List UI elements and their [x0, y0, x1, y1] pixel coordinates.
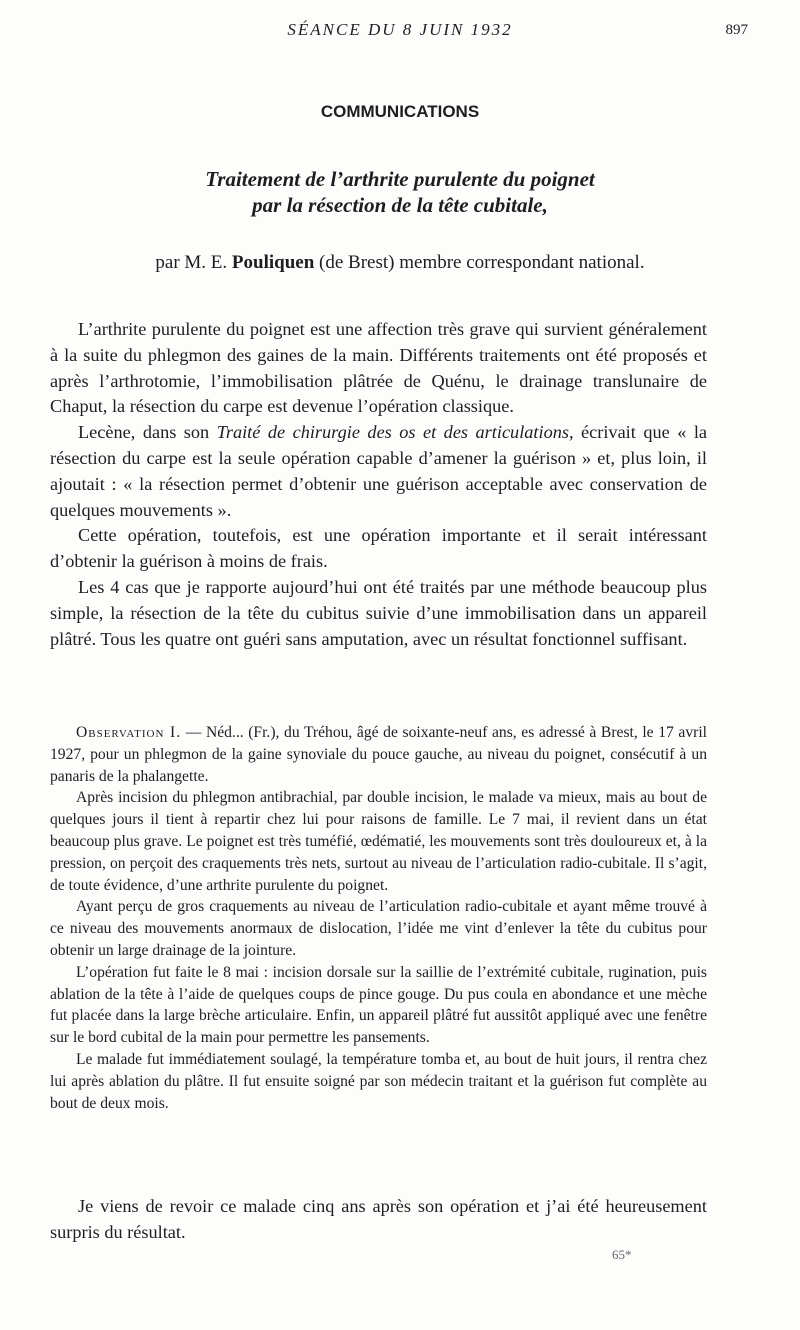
- running-head-title: SÉANCE DU 8 JUIN 1932: [287, 20, 513, 39]
- page-number: 897: [725, 22, 748, 38]
- body-text: [50, 317, 707, 652]
- signature-mark: 65*: [612, 1247, 632, 1262]
- article-title-line-2: par la résection de la tête cubitale,: [252, 193, 548, 217]
- lecene-after: , écrivait que « la résection du carpe est la seule opération capable d’amener la guérison » et, plus loin, il ajoutait : « la résection permet d’obtenir une guérison acceptable avec conservation de quelques mouvements ».: [50, 422, 708, 520]
- observation-paragraph: Après incision du phlegmon antibrachial, par double incision, le malade va mieux, mais au bout de quelques jours il tient à repartir chez lui pour raisons de famille. Le 7 mai, il revient dans un état beaucoup plus grave. Le poignet est très tuméfié, œdématié, les mouvements sont très douloureux et, à la pression, on perçoit des craquements très nets, surtout au niveau de l’articulation radio-cubitale. Il s’agit, de toute évidence, d’une arthrite purulente du poignet.: [50, 789, 707, 894]
- observation-first-paragraph: [50, 722, 707, 787]
- byline-prefix: par M. E.: [155, 252, 228, 273]
- observation-paragraph: L’opération fut faite le 8 mai : incision dorsale sur la saillie de l’extrémité cubitale, rugination, puis ablation de la tête à l’aide de quelques coups de pince gouge. Du pus coula en abondance et une mèche fut placée dans la large brèche articulaire. Enfin, un appareil plâtré fut aussitôt appliqué avec une fenêtre sur le bord cubital de la main pour permettre les pansements.: [50, 963, 707, 1047]
- author-name: Pouliquen: [231, 252, 315, 273]
- closing-text: [50, 1193, 707, 1245]
- lecene-before: Lecène, dans son: [78, 422, 217, 443]
- closing-paragraph: Je viens de revoir ce malade cinq ans après son opération et j’ai été heureusement surpris du résultat.: [50, 1196, 707, 1242]
- paragraph-lecene: [50, 420, 707, 523]
- paragraph-3: Les 4 cas que je rapporte aujourd’hui ont été traités par une méthode beaucoup plus simple, la résection de la tête du cubitus suivie d’une immobilisation dans un appareil plâtré. Tous les quatre ont guéri sans amputation, avec un résultat fonctionnel suffisant.: [50, 576, 707, 649]
- observation-paragraph: Ayant perçu de gros craquements au niveau de l’articulation radio-cubitale et ayant même trouvé à ce niveau des mouvements anormaux de dislocation, l’idée me vint d’enlever la tête du cubitus pour obtenir un large drainage de la jointure.: [50, 898, 707, 959]
- observation-paragraph: Le malade fut immédiatement soulagé, la température tomba et, au bout de huit jours, il rentra chez lui après ablation du plâtre. Il fut ensuite soigné par son médecin traitant et la guérison fut complète au bout de deux mois.: [50, 1050, 707, 1112]
- book-title: Traité de chirurgie des os et des articulations: [216, 422, 569, 443]
- paragraph-1: L’arthrite purulente du poignet est une affection très grave qui survient généralement à la suite du phlegmon des gaines de la main. Différents traitements ont été proposés et après l’arthrotomie, l’immobilisation plâtrée de Quénu, le drainage translunaire de Chaput, la résection du carpe est devenue l’opération classique.: [50, 319, 707, 417]
- byline-affiliation: (de Brest) membre correspondant national.: [319, 252, 645, 273]
- section-title: COMMUNICATIONS: [320, 102, 480, 121]
- observation-label: Observation I.: [76, 724, 182, 741]
- article-title-line-1: Traitement de l’arthrite purulente du poignet: [205, 167, 595, 191]
- byline: [40, 252, 760, 274]
- running-head: [50, 20, 750, 44]
- observation-block: [50, 722, 707, 1114]
- observation-first-text: — Néd... (Fr.), du Tréhou, âgé de soixante-neuf ans, es adressé à Brest, le 17 avril 1927, pour un phlegmon de la gaine synoviale du pouce gauche, au niveau du poignet, consécutif à un panaris de la phalangette.: [50, 724, 707, 785]
- article-title: [40, 166, 760, 218]
- paragraph-2: Cette opération, toutefois, est une opération importante et il serait intéressant d’obtenir la guérison à moins de frais.: [50, 525, 707, 572]
